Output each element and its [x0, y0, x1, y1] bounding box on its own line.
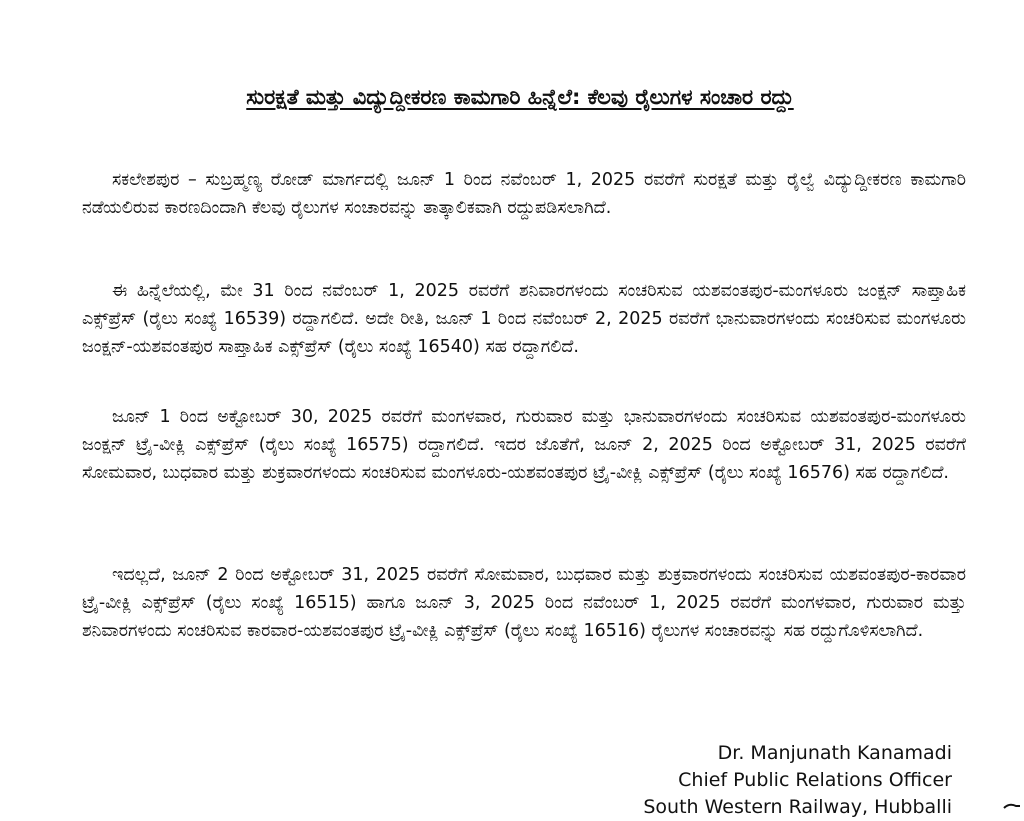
document-title: ಸುರಕ್ಷತೆ ಮತ್ತು ವಿದ್ಯುದ್ದೀಕರಣ ಕಾಮಗಾರಿ ಹಿನ್ನೆಲೆ: ಕೆಲವು ರೈಲುಗಳ ಸಂಚಾರ ರದ್ದು: [246, 85, 794, 109]
signature-block: [592, 740, 952, 821]
paragraph-4: ಇದಲ್ಲದೆ, ಜೂನ್ 2 ರಿಂದ ಅಕ್ಟೋಬರ್ 31, 2025 ರವರೆಗೆ ಸೋಮವಾರ, ಬುಧವಾರ ಮತ್ತು ಶುಕ್ರವಾರಗಳಂದು ಸಂಚರಿಸುವ ಯಶವಂತಪುರ-ಕಾರವಾರ ಟ್ರೈ-ವೀಕ್ಲಿ ಎಕ್ಸ್‌ಪ್ರೆಸ್ (ರೈಲು ಸಂಖ್ಯೆ 16515) ಹಾಗೂ ಜೂನ್ 3, 2025 ರಿಂದ ನವೆಂಬರ್ 1, 2025 ರವರೆಗೆ ಮಂಗಳವಾರ, ಗುರುವಾರ ಮತ್ತು ಶನಿವಾರಗಳಂದು ಸಂಚರಿಸುವ ಕಾರವಾರ-ಯಶವಂತಪುರ ಟ್ರೈ-ವೀಕ್ಲಿ ಎಕ್ಸ್‌ಪ್ರೆಸ್ (ರೈಲು ಸಂಖ್ಯೆ 16516) ರೈಲುಗಳ ಸಂಚಾರವನ್ನು ಸಹ ರದ್ದುಗೊಳಿಸಲಾಗಿದೆ.: [82, 565, 966, 641]
paragraph-1: ಸಕಲೇಶಪುರ – ಸುಬ್ರಹ್ಮಣ್ಯ ರೋಡ್ ಮಾರ್ಗದಲ್ಲಿ ಜೂನ್ 1 ರಿಂದ ನವೆಂಬರ್ 1, 2025 ರವರೆಗೆ ಸುರಕ್ಷತೆ ಮತ್ತು ರೈಲ್ವೆ ವಿದ್ಯುದ್ದೀಕರಣ ಕಾಮಗಾರಿ ನಡೆಯಲಿರುವ ಕಾರಣದಿಂದಾಗಿ ಕೆಲವು ರೈಲುಗಳ ಸಂಚಾರವನ್ನು ತಾತ್ಕಾಲಿಕವಾಗಿ ರದ್ದುಪಡಿಸಲಾಗಿದೆ.: [82, 170, 966, 218]
signatory-designation: Chief Public Relations Officer: [678, 769, 952, 791]
page-edge-mark-icon: [1002, 796, 1022, 816]
paragraph-3: ಜೂನ್ 1 ರಿಂದ ಅಕ್ಟೋಬರ್ 30, 2025 ರವರೆಗೆ ಮಂಗಳವಾರ, ಗುರುವಾರ ಮತ್ತು ಭಾನುವಾರಗಳಂದು ಸಂಚರಿಸುವ ಯಶವಂತಪುರ-ಮಂಗಳೂರು ಜಂಕ್ಷನ್ ಟ್ರೈ-ವೀಕ್ಲಿ ಎಕ್ಸ್‌ಪ್ರೆಸ್ (ರೈಲು ಸಂಖ್ಯೆ 16575) ರದ್ದಾಗಲಿದೆ. ಇದರ ಜೊತೆಗೆ, ಜೂನ್ 2, 2025 ರಿಂದ ಅಕ್ಟೋಬರ್ 31, 2025 ರವರೆಗೆ ಸೋಮವಾರ, ಬುಧವಾರ ಮತ್ತು ಶುಕ್ರವಾರಗಳಂದು ಸಂಚರಿಸುವ ಮಂಗಳೂರು-ಯಶವಂತಪುರ ಟ್ರೈ-ವೀಕ್ಲಿ ಎಕ್ಸ್‌ಪ್ರೆಸ್ (ರೈಲು ಸಂಖ್ಯೆ 16576) ಸಹ ರದ್ದಾಗಲಿದೆ.: [82, 407, 966, 483]
signatory-name: Dr. Manjunath Kanamadi: [717, 742, 952, 764]
paragraph-2: ಈ ಹಿನ್ನೆಲೆಯಲ್ಲಿ, ಮೇ 31 ರಿಂದ ನವೆಂಬರ್ 1, 2025 ರವರೆಗೆ ಶನಿವಾರಗಳಂದು ಸಂಚರಿಸುವ ಯಶವಂತಪುರ-ಮಂಗಳೂರು ಜಂಕ್ಷನ್ ಸಾಪ್ತಾಹಿಕ ಎಕ್ಸ್‌ಪ್ರೆಸ್ (ರೈಲು ಸಂಖ್ಯೆ 16539) ರದ್ದಾಗಲಿದೆ. ಅದೇ ರೀತಿ, ಜೂನ್ 1 ರಿಂದ ನವೆಂಬರ್ 2, 2025 ರವರೆಗೆ ಭಾನುವಾರಗಳಂದು ಸಂಚರಿಸುವ ಮಂಗಳೂರು ಜಂಕ್ಷನ್-ಯಶವಂತಪುರ ಸಾಪ್ತಾಹಿಕ ಎಕ್ಸ್‌ಪ್ರೆಸ್ (ರೈಲು ಸಂಖ್ಯೆ 16540) ಸಹ ರದ್ದಾಗಲಿದೆ.: [82, 281, 966, 357]
signatory-organization: South Western Railway, Hubballi: [643, 796, 952, 818]
